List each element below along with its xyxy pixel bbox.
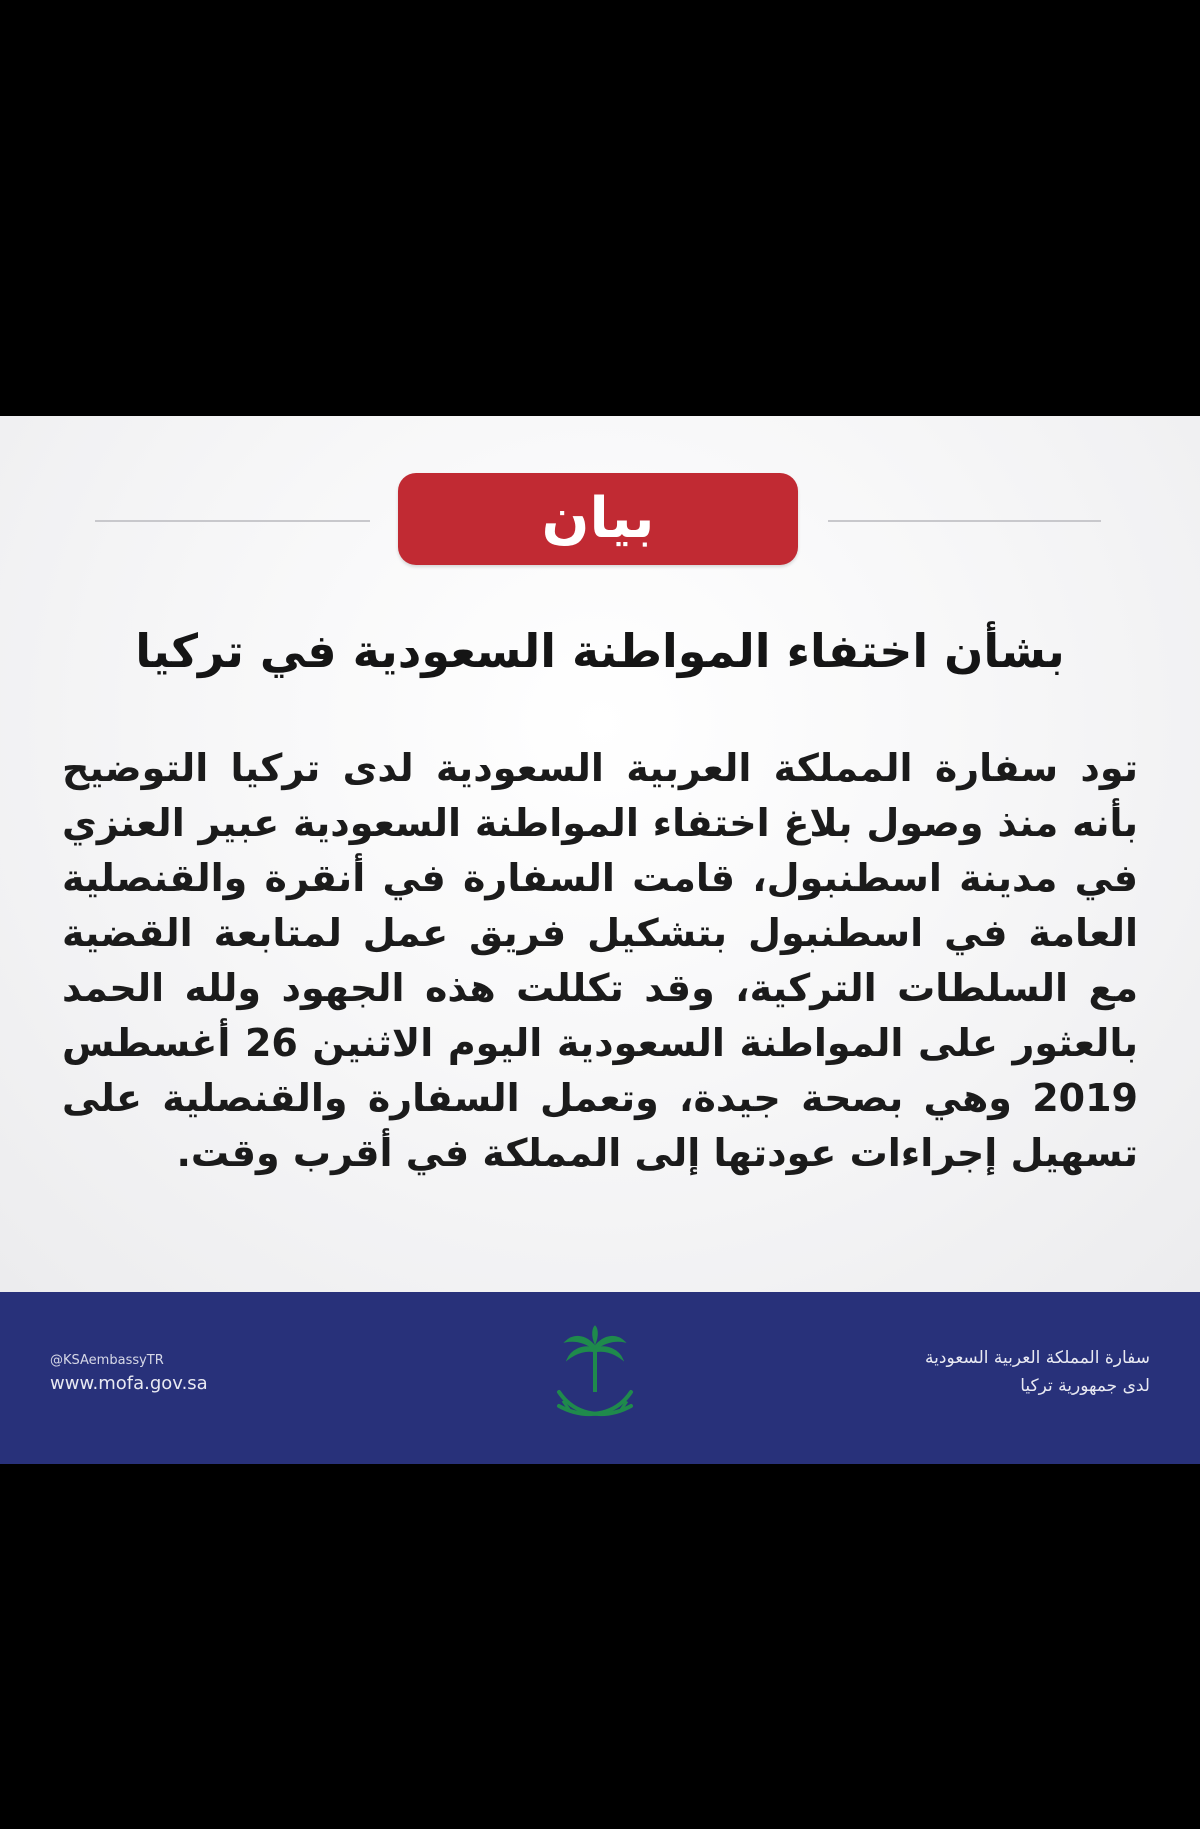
social-handle: @KSAembassyTR <box>50 1353 164 1368</box>
website-link[interactable]: www.mofa.gov.sa <box>50 1373 208 1394</box>
org-name-line1: سفارة المملكة العربية السعودية <box>925 1348 1150 1368</box>
statement-card <box>0 416 1200 1292</box>
footer-contact <box>50 1352 208 1398</box>
right-divider <box>828 520 1101 522</box>
footer-organization <box>925 1344 1150 1400</box>
statement-badge: بيان <box>398 473 798 565</box>
footer-bar <box>0 1292 1200 1464</box>
statement-body: تود سفارة المملكة العربية السعودية لدى تركيا التوضيح بأنه منذ وصول بلاغ اختفاء المواطنة السعودية عبير العنزي في مدينة اسطنبول، قامت السفارة في أنقرة والقنصلية العامة في اسطنبول بتشكيل فريق عمل لمتابعة القضية مع السلطات التركية، وقد تكللت هذه الجهود ولله الحمد بالعثور على المواطنة السعودية اليوم الاثنين 26 أغسطس 2019 وهي بصحة جيدة، وتعمل السفارة والقنصلية على تسهيل إجراءات عودتها إلى المملكة في أقرب وقت. <box>62 746 1138 1175</box>
org-name-line2: لدى جمهورية تركيا <box>1020 1376 1150 1396</box>
left-divider <box>95 520 370 522</box>
statement-title: بشأن اختفاء المواطنة السعودية في تركيا <box>135 624 1065 678</box>
palm-swords-emblem-icon <box>545 1324 645 1434</box>
